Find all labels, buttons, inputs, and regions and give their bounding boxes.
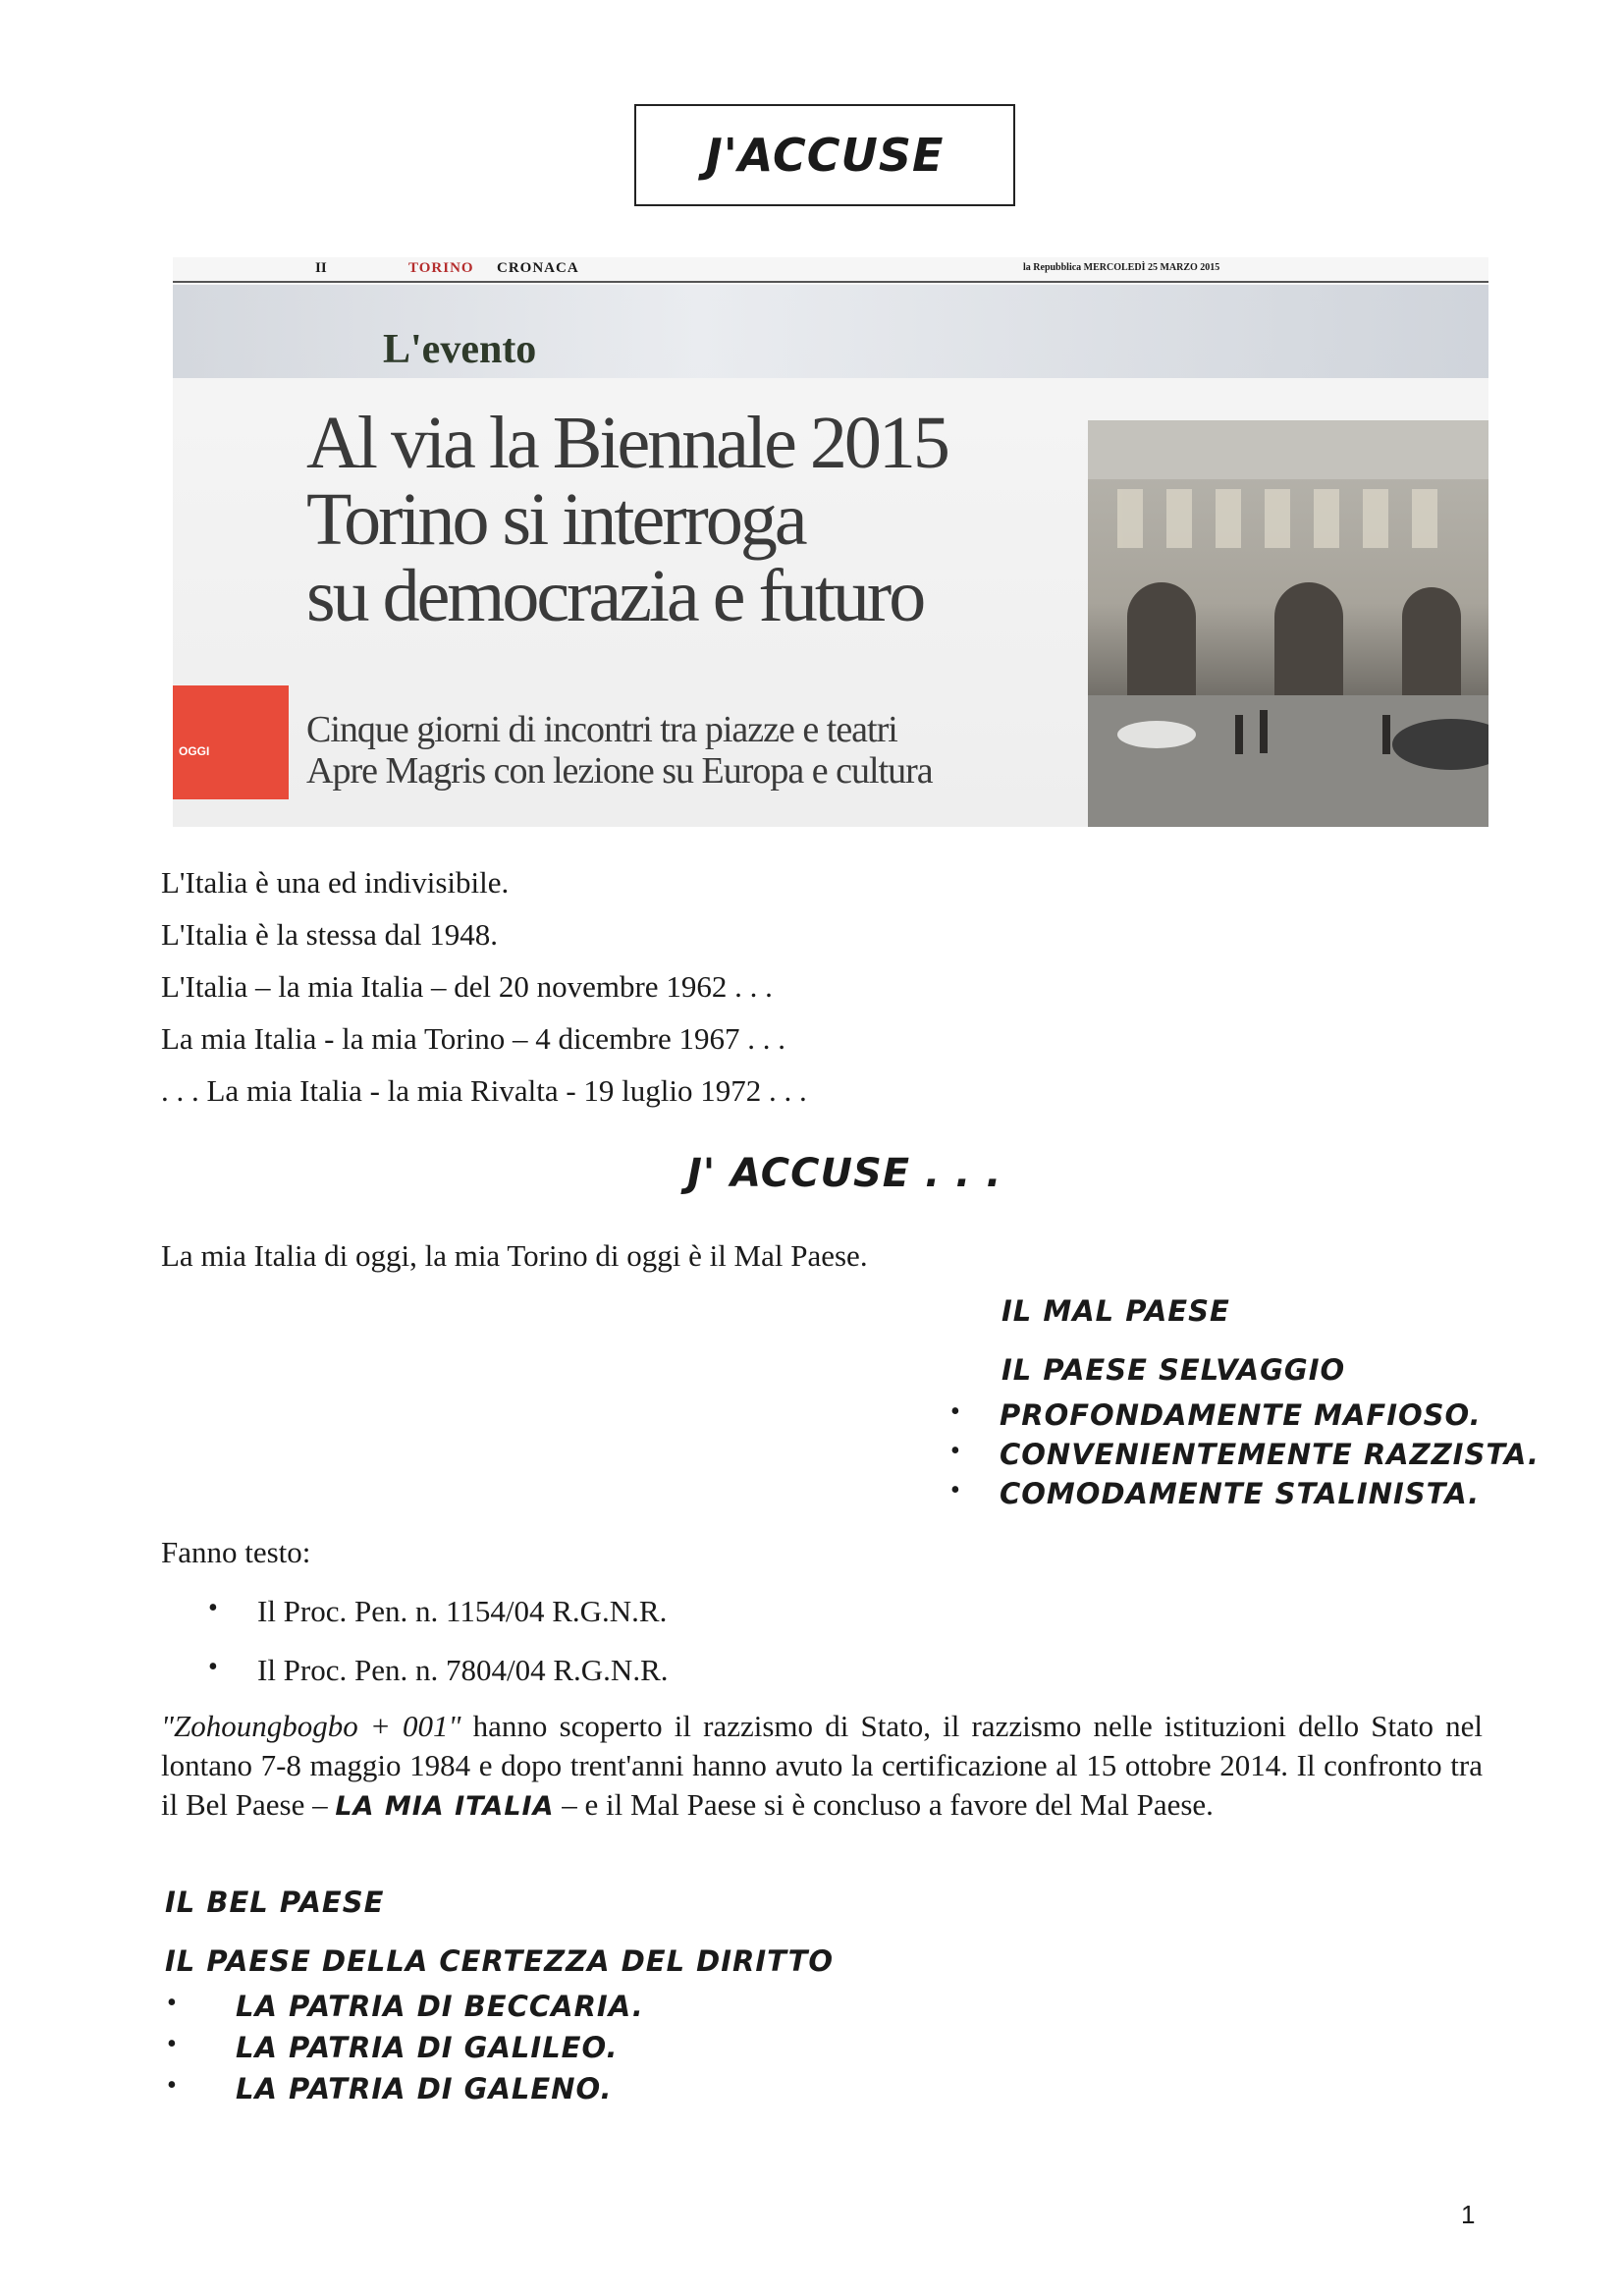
bel-paese-item: LA PATRIA DI GALENO. [236, 2072, 613, 2105]
bel-paese-item: LA PATRIA DI GALILEO. [236, 2031, 619, 2064]
mal-paese-item: PROFONDAMENTE MAFIOSO. [1000, 1398, 1482, 1432]
clipping-page: II [315, 260, 327, 276]
page-number: 1 [1461, 2200, 1476, 2229]
mal-paese-heading: IL MAL PAESE [1001, 1294, 1230, 1328]
text-line: . . . La mia Italia - la mia Rivalta - 19 luglio 1972 . . . [161, 1073, 807, 1108]
bullet-icon: • [950, 1436, 960, 1466]
clipping-headline-line: Al via la Biennale 2015 [306, 402, 947, 484]
paragraph-text: – e il Mal Paese si è concluso a favore del Mal Paese. [554, 1787, 1214, 1822]
fanno-testo: Fanno testo: [161, 1535, 311, 1569]
clipping-paper: la Repubblica MERCOLEDÌ 25 MARZO 2015 [1023, 262, 1220, 273]
clipping-subhead [306, 709, 933, 792]
text-line: L'Italia – la mia Italia – del 20 novembre 1962 . . . [161, 969, 773, 1004]
bullet-icon: • [950, 1475, 960, 1505]
clipping-photo [1088, 420, 1488, 827]
proc-item: Il Proc. Pen. n. 1154/04 R.G.N.R. [257, 1594, 668, 1628]
clipping-masthead-band [173, 285, 1488, 378]
bullet-icon: • [167, 1988, 177, 2018]
clipping-section: TORINO [408, 260, 474, 276]
body-paragraph [161, 1707, 1483, 1827]
newspaper-clipping [173, 257, 1488, 827]
photo-image [1088, 420, 1488, 827]
text-line: L'Italia è la stessa dal 1948. [161, 917, 499, 952]
paragraph-text: hanno scoperto il razzismo di Stato, il razzismo nelle istituzioni dello Stato nel lontano 7-8 maggio 1984 e dopo trent'anni hanno avuto la certificazione al 15 ottobre 2014. Il confronto tra il Bel Paese – [161, 1709, 1483, 1822]
mal-paese-item: CONVENIENTEMENTE RAZZISTA. [1000, 1438, 1540, 1471]
accuse-heading: J' ACCUSE . . . [687, 1151, 1002, 1196]
clipping-header [173, 257, 1488, 283]
bullet-icon: • [167, 2029, 177, 2059]
proc-item: Il Proc. Pen. n. 7804/04 R.G.N.R. [257, 1653, 669, 1687]
mal-paese-subheading: IL PAESE SELVAGGIO [1001, 1353, 1346, 1387]
clipping-headline-line: su democrazia e futuro [306, 555, 924, 637]
mal-paese-item: COMODAMENTE STALINISTA. [1000, 1477, 1481, 1510]
page-title: J'ACCUSE [705, 129, 945, 182]
clipping-subhead-line: Cinque giorni di incontri tra piazze e teatri [306, 709, 897, 750]
quote-text: "Zohoungbogbo + 001" [161, 1709, 461, 1743]
bullet-icon: • [167, 2070, 177, 2101]
text-line: L'Italia è una ed indivisibile. [161, 865, 510, 900]
bel-paese-subheading: IL PAESE DELLA CERTEZZA DEL DIRITTO [165, 1944, 835, 1978]
clipping-headline-line: Torino si interroga [306, 478, 805, 561]
bullet-icon: • [208, 1593, 218, 1623]
today-line: La mia Italia di oggi, la mia Torino di oggi è il Mal Paese. [161, 1238, 868, 1273]
bel-paese-heading: IL BEL PAESE [165, 1886, 385, 1919]
clipping-headline [306, 402, 1092, 637]
clipping-section2: CRONACA [497, 260, 579, 276]
clipping-tag-label: OGGI [179, 744, 210, 758]
text-line: La mia Italia - la mia Torino – 4 dicembre 1967 . . . [161, 1021, 786, 1056]
bullet-icon: • [208, 1652, 218, 1682]
title-box [634, 104, 1015, 206]
paragraph-emphasis: LA MIA ITALIA [335, 1791, 555, 1822]
clipping-subhead-line: Apre Magris con lezione su Europa e cultura [306, 750, 933, 792]
bullet-icon: • [950, 1396, 960, 1427]
clipping-kicker: L'evento [383, 327, 537, 372]
clipping-tag [173, 685, 289, 799]
bel-paese-item: LA PATRIA DI BECCARIA. [236, 1990, 644, 2023]
